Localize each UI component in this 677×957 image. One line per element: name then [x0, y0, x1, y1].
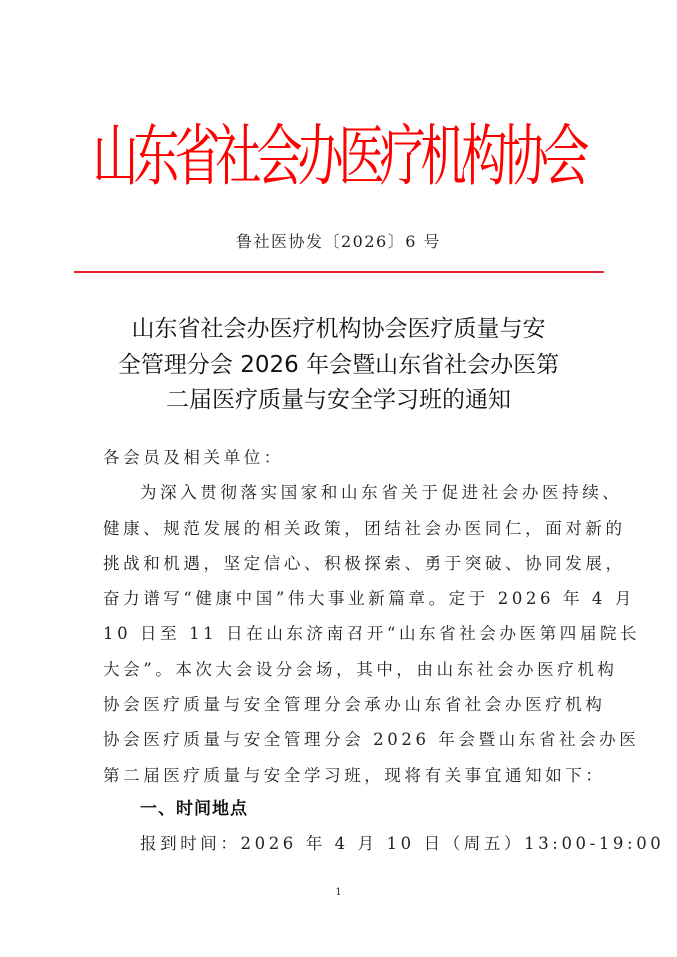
salutation: 各会员及相关单位：: [103, 448, 284, 467]
notice-title-line: 山东省社会办医疗机构协会医疗质量与安: [131, 316, 546, 342]
registration-time: 报到时间：2026 年 4 月 10 日（周五）13:00-19:00: [140, 833, 665, 853]
document-number: 鲁社医协发〔2026〕6 号: [236, 232, 441, 251]
notice-title-line: 全管理分会 2026 年会暨山东省社会办医第: [117, 351, 560, 378]
notice-title-line: 二届医疗质量与安全学习班的通知: [166, 387, 511, 413]
paragraph-line: 健康、规范发展的相关政策，团结社会办医同仁，面对新的: [103, 518, 626, 538]
paragraph-line: 10 日至 11 日在山东济南召开“山东省社会办医第四届院长: [103, 624, 641, 644]
notice-title: [80, 312, 597, 419]
paragraph-line: 大会”。本次大会设分会场，其中，由山东社会办医疗机构: [103, 659, 618, 679]
organization-letterhead: 山东省社会办医疗机构协会: [92, 116, 585, 196]
paragraph-line: 协会医疗质量与安全管理分会承办山东省社会办医疗机构: [103, 695, 606, 715]
notice-body: [103, 440, 665, 861]
section-heading-time-location: 一、时间地点: [140, 798, 248, 819]
paragraph-line: 为深入贯彻落实国家和山东省关于促进社会办医持续、: [140, 483, 623, 503]
paragraph-line: 第二届医疗质量与安全学习班，现将有关事宜通知如下：: [103, 765, 606, 785]
paragraph-line: 奋力谱写“健康中国”伟大事业新篇章。定于 2026 年 4 月: [103, 589, 635, 609]
letterhead-red-divider: [74, 271, 604, 273]
page-number: 1: [335, 887, 342, 898]
paragraph-line: 协会医疗质量与安全管理分会 2026 年会暨山东省社会办医: [103, 730, 640, 750]
paragraph-line: 挑战和机遇，坚定信心、积极探索、勇于突破、协同发展，: [103, 553, 626, 573]
